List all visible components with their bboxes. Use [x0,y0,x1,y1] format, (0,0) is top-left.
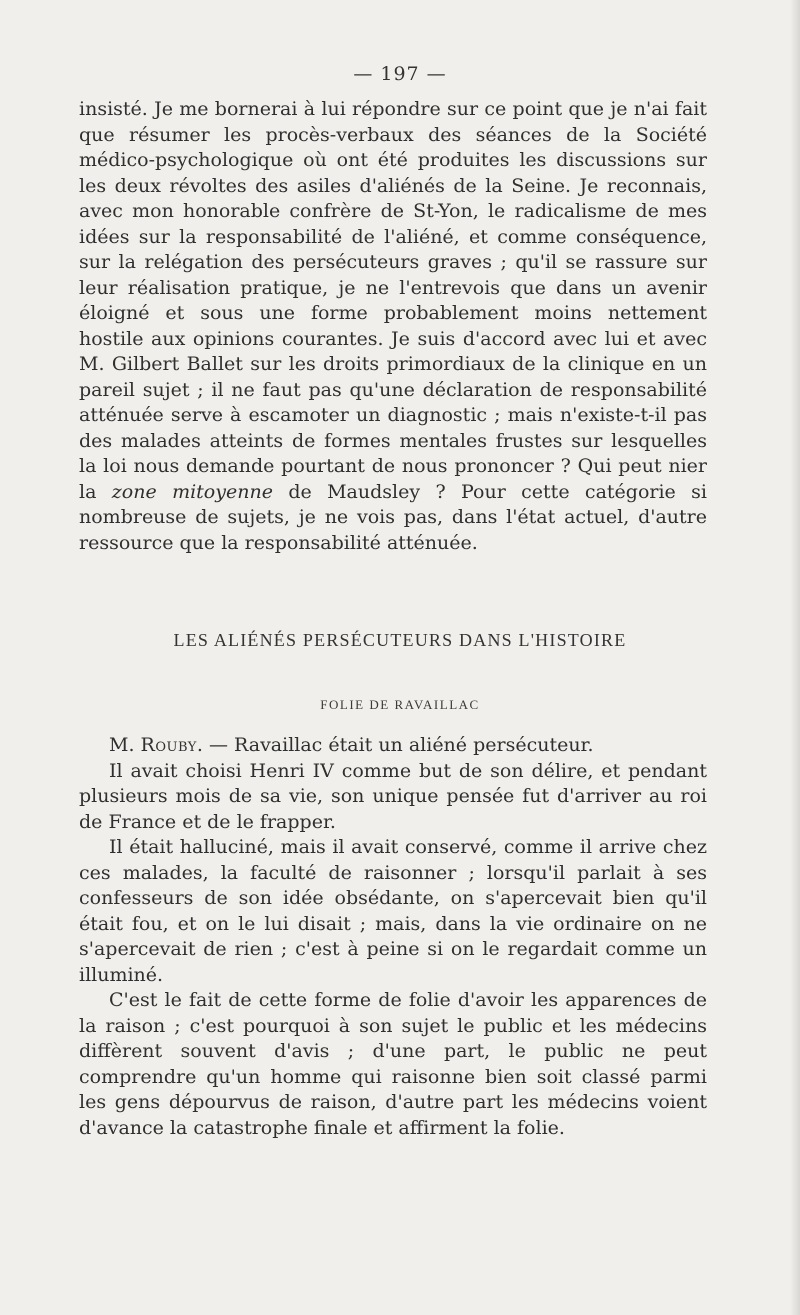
speaker-line [79,733,707,759]
page-edge-shadow [790,0,800,1315]
page-number: — 197 — [353,63,447,85]
speaker-statement: . — Ravaillac était un aliéné persécuteur. [196,734,594,756]
section-title: LES ALIÉNÉS PERSÉCUTEURS DANS L'HISTOIRE [173,630,627,650]
paragraph-text-end: de Maudsley ? Pour cette catégorie si nombreuse de sujets, je ne vois pas, dans l'état actuel, d'autre ressource que la responsabilité atténuée. [79,480,707,554]
paragraph-a: Il avait choisi Henri IV comme but de son délire, et pendant plusieurs mois de sa vie, son unique pensée fut d'arriver au roi de France et de le frapper. [79,759,707,833]
italic-term: zone mitoyenne [111,480,273,503]
speaker-prefix: M. [109,734,135,756]
paragraph-text: insisté. Je me bornerai à lui répondre sur ce point que je n'ai fait que résumer les procès-verbaux des séances de la Société médico-psychologique où ont été produites les discussions sur les deux révoltes des asiles d'aliénés de la Seine. Je reconnais, avec mon honorable confrère de St-Yon, le radicalisme de mes idées sur la responsabilité de l'aliéné, et comme conséquence, sur la relégation des persécuteurs graves ; qu'il se rassure sur leur réalisation pratique, je ne l'entrevois que dans un avenir éloigné et sous une forme probablement moins nettement hostile aux opinions courantes. Je suis d'accord avec lui et avec M. Gilbert Ballet sur les droits primordiaux de la clinique en un pareil sujet ; il ne faut pas qu'une déclaration de responsabilité atténuée serve à escamoter un diagnostic ; mais n'existe-t-il pas des malades atteints de formes mentales frustes sur lesquelles la loi nous demande pourtant de nous prononcer ? Qui peut nier la [79,98,707,503]
paragraph-b: Il était halluciné, mais il avait conservé, comme il arrive chez ces malades, la faculté de raisonner ; lorsqu'il parlait à ses confesseurs de son idée obsédante, on s'apercevait bien qu'il était fou, et on le lui disait ; mais, dans la vie ordinaire on ne s'apercevait de rien ; c'est à peine si on le regardait comme un illuminé. [79,836,707,986]
section-body [79,733,707,1141]
speaker-name: Rouby [140,734,197,756]
paragraph-c: C'est le fait de cette forme de folie d'avoir les apparences de la raison ; c'est pourquoi à son sujet le public et les médecins diffèrent souvent d'avis ; d'une part, le public ne peut comprendre qu'un homme qui raisonne bien soit classé parmi les gens dépourvus de raison, d'autre part les médecins voient d'avance la catastrophe finale et affirment la folie. [79,989,707,1139]
section-subtitle: FOLIE DE RAVAILLAC [320,697,480,712]
paragraph-continued [79,97,707,556]
